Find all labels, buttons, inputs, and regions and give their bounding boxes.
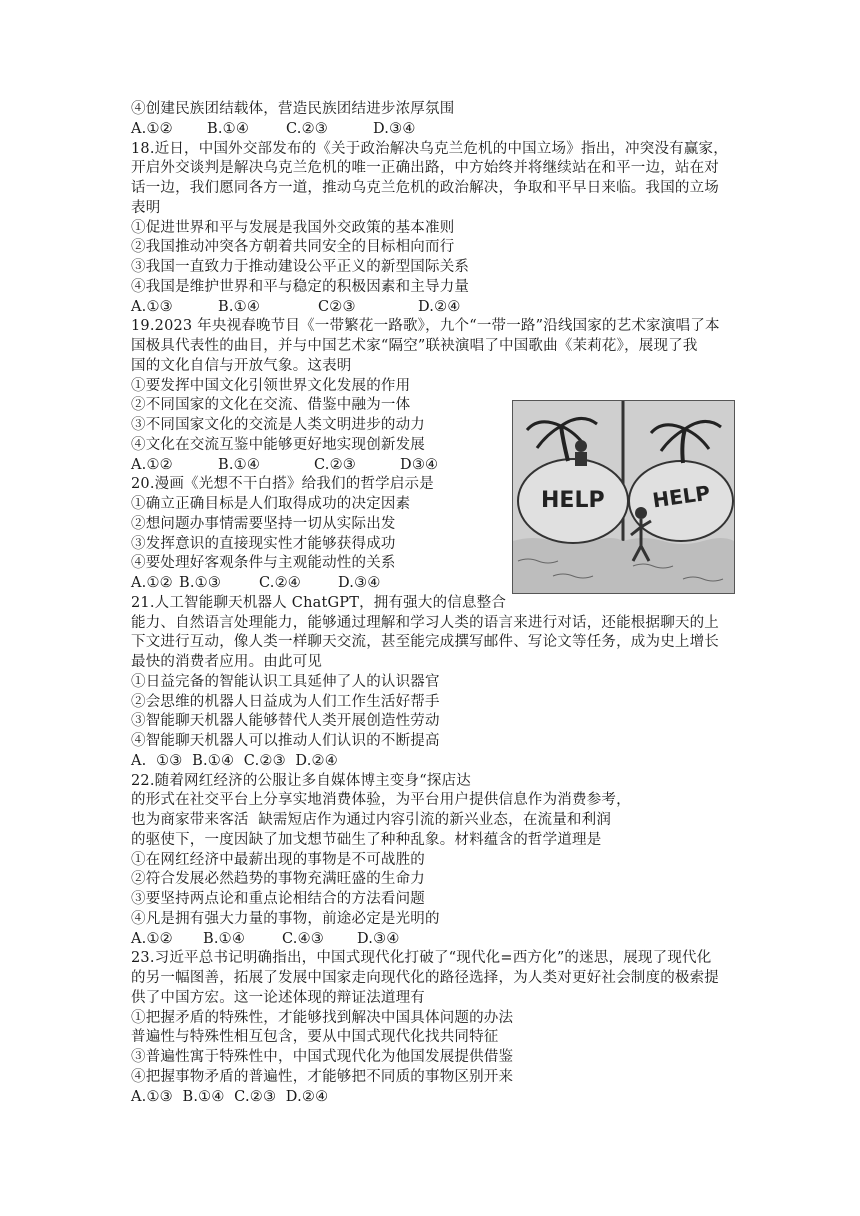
q17-option-b: B.①④ (207, 120, 250, 137)
q23-item-4: ④把握事物矛盾的普遍性，才能够把不同质的事物区别开来 (131, 1068, 514, 1085)
q21-stem-line-2: 能力、自然语言处理能力，能够通过理解和学习人类的语言来进行对话，还能根据聊天的上 (131, 614, 719, 631)
q21-options: A. ①③ B.①④ C.②③ D.②④ (131, 752, 338, 769)
q23-stem-line-1: 23.习近平总书记明确指出，中国式现代化打破了“现代化=西方化”的迷思，展现了现代化 (131, 950, 712, 967)
q17-option-d: D.③④ (373, 120, 416, 137)
q20-item-3: ③发挥意识的直接现实性才能够获得成功 (131, 535, 396, 552)
q17-option-a: A.①② (131, 120, 173, 137)
q23-stem-line-2: 的另一幅图善，拓展了发展中国家走向现代化的路径选择，为人类对更好社会制度的极索提 (131, 970, 719, 986)
q22-options (131, 930, 731, 950)
q18-options (131, 298, 731, 318)
q19-option-c: C.②③ (314, 456, 356, 473)
q23-item-2: 普遍性与特殊性相互包含，要从中国式现代化找共同特征 (131, 1029, 499, 1046)
q19-option-a: A.①② (131, 456, 173, 473)
q22-item-4: ④凡是拥有强大力量的事物，前途必定是光明的 (131, 910, 440, 927)
q19-stem-line-2: 国极具代表性的曲目，并与中国艺术家“隔空”联袂演唱了中国歌曲《茉莉花》，展现了我 (131, 338, 698, 354)
q21-stem-line-4: 最快的消费者应用。由此可见 (131, 654, 323, 670)
q20-item-2: ②想问题办事情需要坚持一切从实际出发 (131, 515, 396, 532)
q21-item-3: ③智能聊天机器人能够替代人类开展创造性劳动 (131, 713, 440, 730)
q19-stem-line-3: 国的文化自信与开放气象。这表明 (131, 357, 352, 374)
cartoon-drawing (513, 401, 734, 593)
q17-item-4: ④创建民族团结载体，营造民族团结进步浓厚氛围 (131, 101, 455, 117)
q19-item-1: ①要发挥中国文化引领世界文化发展的作用 (131, 377, 411, 394)
q17-option-c: C.②③ (286, 120, 328, 137)
q18-item-3: ③我国一直致力于推动建设公平正义的新型国际关系 (131, 259, 470, 275)
q22-item-2: ②符合发展必然趋势的事物充满旺盛的生命力 (131, 871, 425, 888)
exam-content (131, 100, 731, 1107)
q18-option-d: D.②④ (418, 298, 461, 315)
q20-option-b: B.①③ (179, 575, 222, 591)
q22-item-3: ③要坚持两点论和重点论相结合的方法看问题 (131, 891, 425, 907)
q20-option-a: A.①② (131, 575, 173, 591)
q19-item-4: ④文化在交流互鉴中能够更好地实现创新发展 (131, 436, 425, 453)
q22-option-d: D.③④ (357, 930, 400, 947)
q22-stem-line-2: 的形式在社交平台上分享实地消费体验，为平台用户提供信息作为消费参考， (131, 792, 631, 809)
q18-option-a: A.①③ (131, 298, 173, 315)
q18-option-b: B.①④ (218, 298, 261, 315)
q17-options (131, 120, 731, 140)
q22-stem-line-3: 也为商家带来客活 缺需短店作为通过内容引流的新兴业态，在流量和利润 (131, 812, 612, 828)
q18-stem-line-1: 18.近日，中国外交部发布的《关于政治解决乌克兰危机的中国立场》指出，冲突没有赢家， (131, 140, 728, 157)
q22-stem-line-1: 22.随着网红经济的公服让多自媒体博主变身“探店达 (131, 772, 471, 789)
q21-stem-line-3: 下文进行互动，像人类一样聊天交流，甚至能完成撰写邮件、写论文等任务，成为史上增长 (131, 634, 719, 651)
left-help-sign: HELP (541, 488, 605, 513)
q21-stem-line-1: 21.人工智能聊天机器人 ChatGPT，拥有强大的信息整合 (131, 594, 507, 611)
q21-item-1: ①日益完备的智能认识工具延伸了人的认识器官 (131, 673, 440, 690)
q22-item-1: ①在网红经济中最薪出现的事物是不可战胜的 (131, 851, 425, 868)
q22-stem-line-4: 的驱使下，一度因缺了加戈想节础生了种种乱象。材料蕴含的哲学道理是 (131, 831, 602, 848)
q19-item-3: ③不同国家文化的交流是人类文明进步的动力 (131, 417, 425, 433)
q20-option-d: D.③④ (338, 575, 381, 591)
q19-option-b: B.①④ (218, 456, 261, 473)
q18-item-4: ④我国是维护世界和平与稳定的积极因素和主导力量 (131, 278, 470, 295)
q23-stem-line-3: 供了中国方宏。这一论述体现的辩证法道理有 (131, 989, 425, 1006)
q18-option-c: C②③ (318, 298, 356, 315)
q22-option-c: C.④③ (282, 930, 324, 947)
q18-stem-line-2: 开启外交谈判是解决乌克兰危机的唯一正确出路，中方始终并将继续站在和平一边，站在对 (131, 160, 719, 177)
q22-option-b: B.①④ (203, 930, 246, 947)
q23-item-1: ①把握矛盾的特殊性，才能够找到解决中国具体问题的办法 (131, 1009, 514, 1026)
q23-options: A.①③ B.①④ C.②③ D.②④ (131, 1088, 329, 1105)
q20-cartoon (512, 400, 735, 594)
q18-stem-line-3: 话一边，我们愿同各方一道，推动乌克兰危机的政治解决，争取和平早日来临。我国的立场 (131, 180, 719, 196)
q21-item-4: ④智能聊天机器人可以推动人们认识的不断提高 (131, 733, 440, 749)
q21-item-2: ②会思维的机器人日益成为人们工作生活好帮手 (131, 693, 440, 710)
right-help-sign: HELP (651, 480, 712, 513)
q20-option-c: C.②④ (259, 575, 301, 591)
q20-item-1: ①确立正确目标是人们取得成功的决定因素 (131, 496, 411, 512)
q18-stem-line-4: 表明 (131, 199, 161, 216)
q19-option-d: D③④ (400, 456, 439, 473)
q18-item-1: ①促进世界和平与发展是我国外交政策的基本准则 (131, 219, 455, 236)
q20-item-4: ④要处理好客观条件与主观能动性的关系 (131, 555, 396, 572)
q19-stem-line-1: 19.2023 年央视春晚节目《一带繁花一路歌》，九个“一带一路”沿线国家的艺术家演唱了本 (131, 318, 720, 335)
q20-stem: 20.漫画《光想不干白搭》给我们的哲学启示是 (131, 476, 434, 493)
q22-option-a: A.①② (131, 930, 173, 947)
q18-item-2: ②我国推动冲突各方朝着共同安全的目标相向而行 (131, 239, 455, 256)
q23-item-3: ③普遍性寓于特殊性中，中国式现代化为他国发展提供借鉴 (131, 1049, 514, 1065)
q19-item-2: ②不同国家的文化在交流、借鉴中融为一体 (131, 397, 411, 414)
